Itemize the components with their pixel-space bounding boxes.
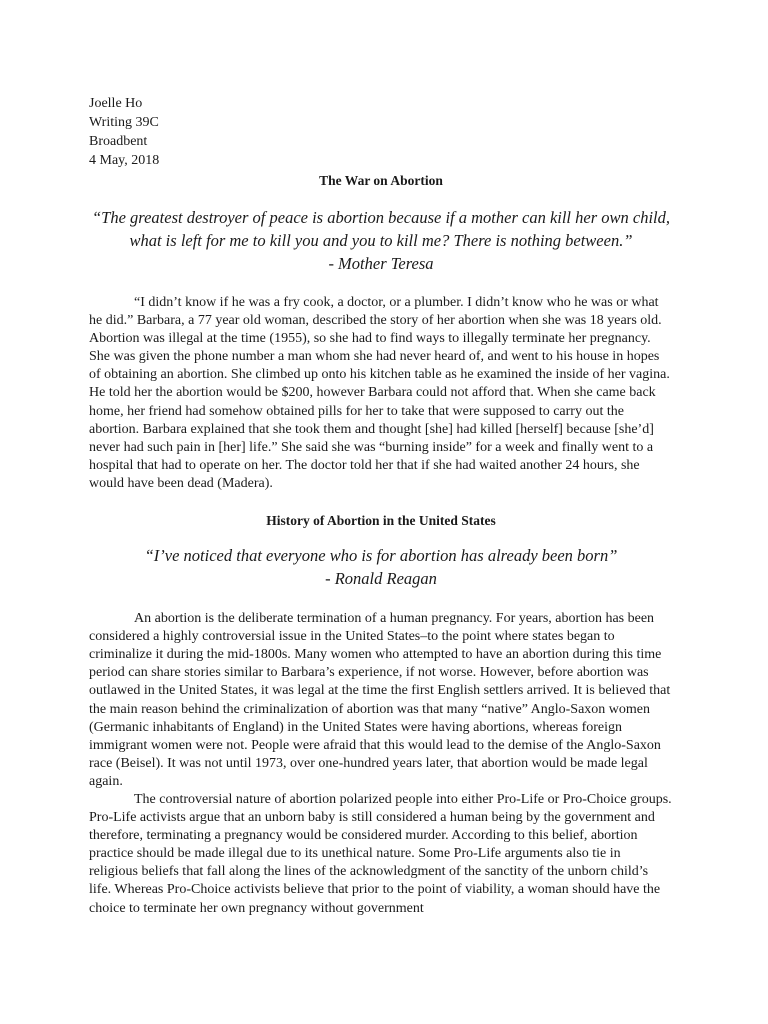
body-paragraph: An abortion is the deliberate termination of a human pregnancy. For years, abortion has been considered a highly controversial issue in the United States–to the point where states began to criminalize it during the mid-1800s. Many women who attempted to have an abortion during this time period can share stories similar to Barbara’s experience, if not worse. However, before abortion was outlawed in the United States, it was legal at the time the first English settlers arrived. It is believed that the main reason behind the criminalization of abortion was that many “native” Anglo-Saxon women (Germanic inhabitants of England) in the United States were having abortions, whereas foreign immigrant women were not. People were afraid that this would lead to the demise of the Anglo-Saxon race (Beisel). It was not until 1973, over one-hundred years later, that abortion would be made legal again. [89,611,671,789]
document-title: The War on Abortion [319,173,443,188]
section-quote: “I’ve noticed that everyone who is for abortion has already been born” [144,546,618,566]
epigraph-quote: “The greatest destroyer of peace is abortion because if a mother can kill her own child, what is left for me to kill you and you to kill me? There is nothing between.” [91,208,671,250]
section-quote-attribution: - Ronald Reagan [325,569,437,589]
section-heading: History of Abortion in the United States [266,513,496,529]
body-paragraph: “I didn’t know if he was a fry cook, a doctor, or a plumber. I didn’t know who he was or what he did.” Barbara, a 77 year old woman, described the story of her abortion when she was 18 years old. Abortion was illegal at the time (1955), so she had to find ways to illegally terminate her pregnancy. She was given the phone number a man whom she had never heard of, and went to his house in hopes of obtaining an abortion. She climbed up onto his kitchen table as he examined the inside of her vagina. He told her the abortion would be $200, however Barbara could not afford that. When she came back home, her friend had somehow obtained pills for her to take that were supposed to carry out the abortion. Barbara explained that she took them and thought [she] had killed [herself] because [she’d] never had such pain in [her] life.” She said she was “burning inside” for a week and finally went to a hospital that had to operate on her. The doctor told her that if she had waited another 24 hours, she would have been dead (Madera). [89,295,670,491]
document-date: 4 May, 2018 [89,153,160,168]
instructor-name: Broadbent [89,134,148,149]
epigraph-attribution: - Mother Teresa [328,254,434,273]
course-name: Writing 39C [89,115,159,130]
author-name: Joelle Ho [89,96,143,111]
body-paragraph: The controversial nature of abortion polarized people into either Pro-Life or Pro-Choice groups. Pro-Life activists argue that an unborn baby is still considered a human being by the government and therefore, terminating a pregnancy would be considered murder. According to this belief, abortion practice should be made illegal due to its unethical nature. Some Pro-Life arguments also tie in religious beliefs that fall along the lines of the acknowledgment of the sanctity of the unborn child’s life. Whereas Pro-Choice activists believe that prior to the point of viability, a woman should have the choice to terminate her own pregnancy without government [89,791,672,916]
